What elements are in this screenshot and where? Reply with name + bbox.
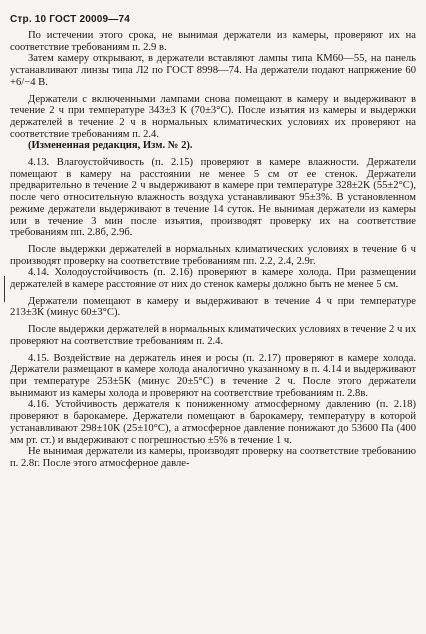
amendment-note: (Измененная редакция, Изм. № 2). <box>28 140 193 152</box>
paragraph: Держатели помещают в камеру и выдерживают в течение 4 ч при температуре 213±3К (минус 60±3°С). <box>10 295 416 319</box>
document-body <box>10 30 416 470</box>
paragraph: Держатели с включенными лампами снова помещают в камеру и выдерживают в течение 2 ч при температуре 343±3 К (70±3°С). После изъятия из камеры и выдержки держателей в течение 2 ч в нормальных климатических условиях их проверяют на соответствие требованиям п. 2.4. <box>10 93 416 140</box>
paragraph: После выдержки держателей в нормальных климатических условиях в течение 2 ч их проверяют на соответствие требованиям п. 2.4. <box>10 324 416 347</box>
paragraph: Затем камеру открывают, в держатели вставляют лампы типа КМ60—55, на панель устанавливают линзы типа Л2 по ГОСТ 8998—74. На держатели подают напряжение 60 +6/−4 В. <box>10 53 416 88</box>
paragraph: По истечении этого срока, не вынимая держатели из камеры, проверяют их на соответствие требованиям п. 2.9 в. <box>10 30 416 53</box>
paragraph: 4.16. Устойчивость держателя к пониженному атмосферному давлению (п. 2.18) проверяют в барокамере. Держатели помещают в барокамеру, температуру в которой устанавливают 298±10К (25±10°С), а атмосферное давление понижают до 53600 Па (400 мм рт. ст.) и выдерживают с погрешностью ±5% в течение 1 ч. <box>10 399 416 446</box>
margin-mark <box>4 276 5 302</box>
paragraph: После выдержки держателей в нормальных климатических условиях в течение 6 ч производят проверку на соответствие требованиям пп. 2.2, 2.4, 2.9г. <box>10 243 416 267</box>
paragraph: 4.13. Влагоустойчивость (п. 2.15) проверяют в камере влажности. Держатели помещают в камеру на расстоянии не менее 5 см от ее стенок. Держатели предварительно в течение 2 ч выдерживают в камере при температуре 328±2К (55±2°С), после чего относительную влажность воздуха устанавливают 95±3%. В установленном режиме держатели выдерживают в течение 14 суток. Не вынимая держатели из камеры или в течение 3 мин после изъятия, производят проверку их на соответствие требованиям пп. 2.8б, 2.9б. <box>10 157 416 239</box>
paragraph: Не вынимая держатели из камеры, производят проверку на соответствие требованию п. 2.8г. После этого атмосферное давле- <box>10 446 416 469</box>
paragraph: 4.14. Холодоустойчивость (п. 2.16) проверяют в камере холода. При размещении держателей в камере расстояние от них до стенок камеры должно быть не менее 5 см. <box>10 267 416 291</box>
page-header: Стр. 10 ГОСТ 20009—74 <box>10 14 130 25</box>
paragraph: 4.15. Воздействие на держатель инея и росы (п. 2.17) проверяют в камере холода. Держатели размещают в камере холода аналогично указанному в п. 4.14 и выдерживают при температуре 253±5К (минус 20±5°С) в течение 2 ч. После этого держатели вынимают из камеры холода и проверяют на соответствие требованиям п. 2.8в. <box>10 352 416 399</box>
